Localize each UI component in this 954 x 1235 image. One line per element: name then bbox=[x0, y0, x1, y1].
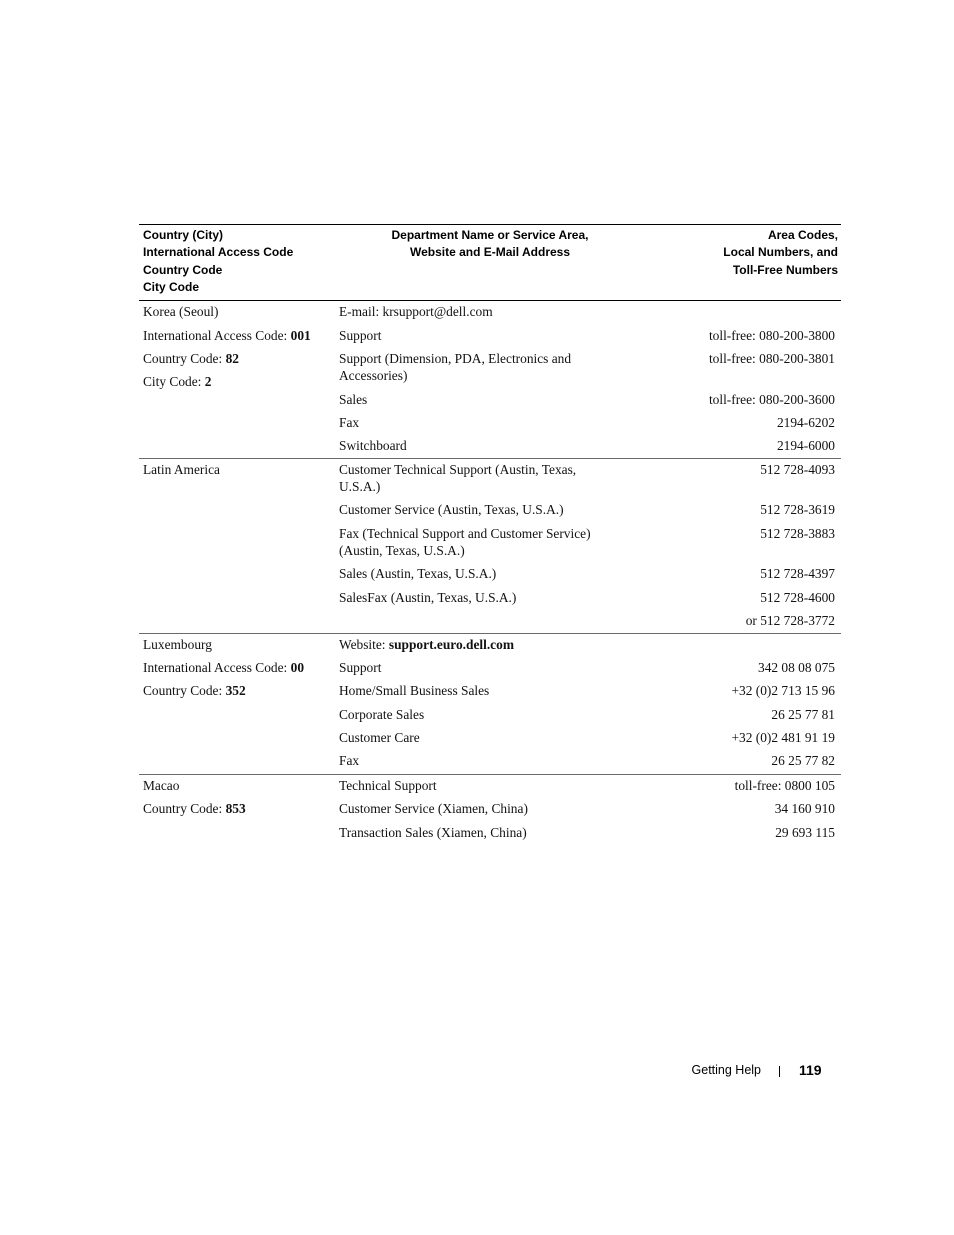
country-detail bbox=[143, 659, 304, 676]
header-text: Department Name or Service Area, bbox=[391, 228, 589, 242]
department: Fax bbox=[339, 415, 360, 430]
department: Support bbox=[339, 660, 382, 675]
phone-number: toll-free: 0800 105 bbox=[734, 778, 835, 793]
phone-number: 512 728-3619 bbox=[760, 502, 835, 517]
detail-value: 001 bbox=[290, 328, 311, 343]
department: Customer Technical Support (Austin, Texas, U.S.A.) bbox=[339, 462, 577, 494]
department: Corporate Sales bbox=[339, 707, 425, 722]
phone-number: toll-free: 080-200-3600 bbox=[708, 392, 835, 407]
country-detail bbox=[143, 373, 211, 390]
page-footer bbox=[0, 1061, 954, 1081]
header-col-country bbox=[143, 227, 333, 296]
website bbox=[339, 636, 629, 653]
country-name: Latin America bbox=[143, 462, 220, 477]
header-text: Local Numbers, and bbox=[723, 245, 838, 260]
header-col-department bbox=[339, 227, 641, 262]
header-text: Country (City) bbox=[143, 228, 223, 242]
page-number: 119 bbox=[799, 1062, 822, 1078]
detail-label: International Access Code: bbox=[143, 660, 291, 675]
department: Fax bbox=[339, 753, 360, 768]
footer-divider bbox=[779, 1066, 780, 1077]
phone-number: 512 728-4600 bbox=[760, 590, 835, 605]
contact-table bbox=[139, 224, 841, 847]
country-detail bbox=[143, 327, 311, 344]
header-text: Toll-Free Numbers bbox=[732, 262, 838, 277]
phone-number: 512 728-4093 bbox=[760, 462, 835, 477]
section-luxembourg bbox=[139, 634, 841, 775]
section-macao bbox=[139, 775, 841, 847]
department: Customer Service (Xiamen, China) bbox=[339, 801, 528, 816]
phone-number: 2194-6202 bbox=[776, 415, 835, 430]
country-name: Luxembourg bbox=[143, 637, 212, 652]
detail-label: International Access Code: bbox=[143, 328, 291, 343]
header-text: Website and E-Mail Address bbox=[409, 245, 571, 260]
detail-label: Country Code: bbox=[143, 351, 226, 366]
country-detail bbox=[143, 682, 246, 699]
header-col-numbers bbox=[638, 227, 838, 279]
phone-number: 342 08 08 075 bbox=[758, 660, 835, 675]
department: E-mail: krsupport@dell.com bbox=[339, 304, 493, 319]
website-link[interactable]: support.euro.dell.com bbox=[388, 637, 514, 652]
department: Fax (Technical Support and Customer Service) (Austin, Texas, U.S.A.) bbox=[339, 526, 591, 558]
website-label: Website: bbox=[339, 637, 389, 652]
phone-number: toll-free: 080-200-3801 bbox=[708, 351, 835, 366]
department: Technical Support bbox=[339, 778, 437, 793]
department: Transaction Sales (Xiamen, China) bbox=[339, 825, 527, 840]
detail-value: 82 bbox=[225, 351, 239, 366]
section-latin-america bbox=[139, 459, 841, 634]
phone-number: toll-free: 080-200-3800 bbox=[708, 328, 835, 343]
section-korea bbox=[139, 301, 841, 459]
phone-number: +32 (0)2 481 91 19 bbox=[731, 730, 835, 745]
detail-label: Country Code: bbox=[143, 683, 226, 698]
department: Customer Care bbox=[339, 730, 420, 745]
detail-value: 352 bbox=[225, 683, 246, 698]
phone-number: 2194-6000 bbox=[776, 438, 835, 453]
department: Sales bbox=[339, 392, 368, 407]
country-name: Korea (Seoul) bbox=[143, 304, 219, 319]
phone-number: 26 25 77 82 bbox=[771, 753, 835, 768]
header-text: International Access Code bbox=[143, 245, 294, 260]
phone-number: 29 693 115 bbox=[775, 825, 835, 840]
department: Sales (Austin, Texas, U.S.A.) bbox=[339, 566, 497, 581]
country-detail bbox=[143, 350, 239, 367]
detail-label: City Code: bbox=[143, 374, 205, 389]
header-text: Country Code bbox=[143, 262, 223, 277]
phone-number: 512 728-4397 bbox=[760, 566, 835, 581]
header-text: City Code bbox=[143, 279, 200, 294]
phone-number: +32 (0)2 713 15 96 bbox=[731, 683, 835, 698]
phone-number: 512 728-3883 bbox=[760, 526, 835, 541]
department: Switchboard bbox=[339, 438, 407, 453]
country-detail bbox=[143, 800, 246, 817]
department: Home/Small Business Sales bbox=[339, 683, 490, 698]
phone-number: 34 160 910 bbox=[774, 801, 835, 816]
header-text: Area Codes, bbox=[767, 228, 838, 242]
detail-label: Country Code: bbox=[143, 801, 226, 816]
department: Customer Service (Austin, Texas, U.S.A.) bbox=[339, 502, 564, 517]
table-header bbox=[139, 225, 841, 301]
detail-value: 853 bbox=[225, 801, 246, 816]
country-name: Macao bbox=[143, 778, 180, 793]
phone-number: or 512 728-3772 bbox=[745, 613, 835, 628]
phone-number: 26 25 77 81 bbox=[771, 707, 835, 722]
detail-value: 00 bbox=[290, 660, 305, 675]
department: Support (Dimension, PDA, Electronics and Accessories) bbox=[339, 351, 572, 383]
department: SalesFax (Austin, Texas, U.S.A.) bbox=[339, 590, 517, 605]
detail-value: 2 bbox=[204, 374, 212, 389]
department: Support bbox=[339, 328, 382, 343]
section-title: Getting Help bbox=[691, 1063, 761, 1077]
